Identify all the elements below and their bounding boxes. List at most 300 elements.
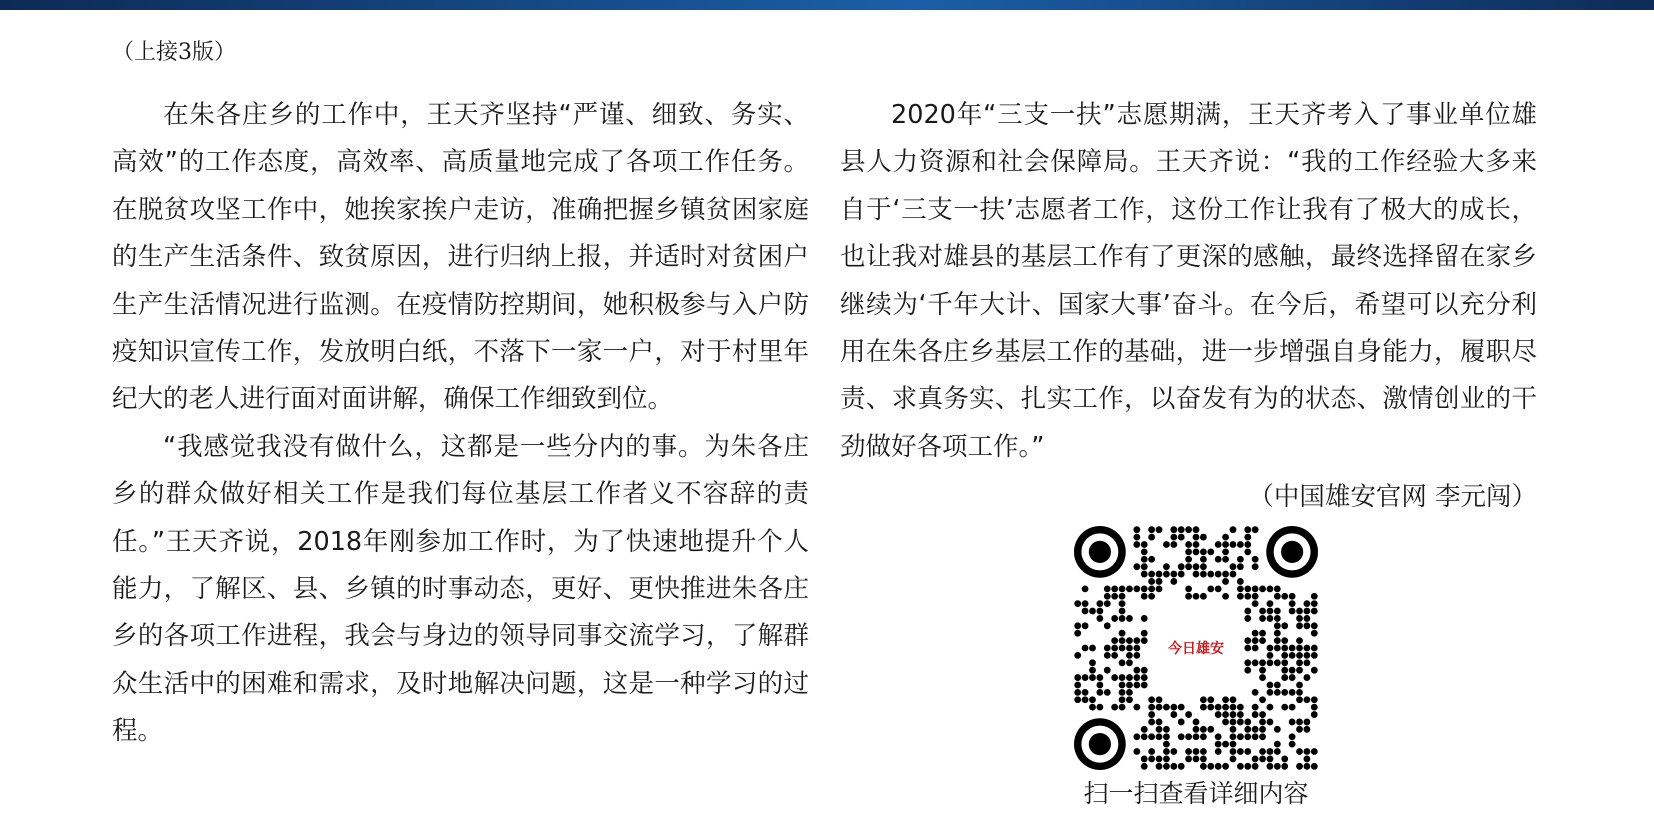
qr-dot (1119, 674, 1126, 681)
qr-dot (1141, 682, 1148, 689)
qr-dot (1082, 608, 1089, 615)
qr-dot (1163, 571, 1170, 578)
qr-dot (1230, 696, 1237, 703)
qr-dot (1237, 719, 1244, 726)
qr-dot (1082, 622, 1089, 629)
qr-dot (1141, 541, 1148, 548)
qr-dot (1259, 637, 1266, 644)
qr-dot (1274, 585, 1281, 592)
qr-dot (1259, 630, 1266, 637)
qr-dot (1252, 637, 1259, 644)
qr-dot (1148, 704, 1155, 711)
qr-dot (1222, 556, 1229, 563)
qr-dot (1267, 763, 1274, 770)
article-paragraph: 在朱各庄乡的工作中，王天齐坚持“严谨、细致、务实、高效”的工作态度，高效率、高质量地完成了各项工作任务。在脱贫攻坚工作中，她挨家挨户走访，准确把握乡镇贫困家庭的生产生活条件、致贫原因，进行归纳上报，并适时对贫困户生产生活情况进行监测。在疫情防控期间，她积极参与入户防疫知识宣传工作，发放明白纸，不落下一家一户，对于村里年纪大的老人进行面对面讲解，确保工作细致到位。 (112, 100, 809, 415)
qr-dot (1259, 696, 1266, 703)
qr-dot (1200, 593, 1207, 600)
qr-dot (1274, 741, 1281, 748)
qr-dot (1304, 719, 1311, 726)
qr-dot (1104, 652, 1111, 659)
qr-dot (1141, 726, 1148, 733)
qr-dot (1141, 571, 1148, 578)
qr-dot (1281, 637, 1288, 644)
qr-dot (1185, 593, 1192, 600)
qr-dot (1096, 615, 1103, 622)
qr-dot (1311, 763, 1318, 770)
qr-dot (1133, 748, 1140, 755)
qr-dot (1274, 726, 1281, 733)
qr-dot (1163, 541, 1170, 548)
qr-dot (1207, 704, 1214, 711)
qr-dot (1156, 704, 1163, 711)
qr-dot (1148, 711, 1155, 718)
qr-dot (1185, 548, 1192, 555)
qr-dot (1281, 659, 1288, 666)
qr-dot (1156, 578, 1163, 585)
qr-dot (1089, 696, 1096, 703)
qr-dot (1244, 659, 1251, 666)
qr-dot (1170, 526, 1177, 533)
qr-dot (1119, 608, 1126, 615)
qr-dot (1141, 630, 1148, 637)
qr-dot (1281, 593, 1288, 600)
qr-dot (1119, 704, 1126, 711)
qr-dot (1156, 756, 1163, 763)
qr-dot (1252, 659, 1259, 666)
qr-dot (1281, 674, 1288, 681)
qr-dot (1200, 756, 1207, 763)
qr-dot (1089, 704, 1096, 711)
qr-dot (1133, 674, 1140, 681)
qr-dot (1089, 667, 1096, 674)
qr-dot (1074, 622, 1081, 629)
qr-dot (1296, 645, 1303, 652)
qr-dot (1141, 593, 1148, 600)
qr-dot (1141, 548, 1148, 555)
qr-dot (1244, 719, 1251, 726)
qr-dot (1311, 667, 1318, 674)
qr-dot (1267, 600, 1274, 607)
qr-dot (1289, 741, 1296, 748)
qr-dot (1215, 711, 1222, 718)
qr-finder-ring (1089, 541, 1111, 563)
qr-dot (1163, 704, 1170, 711)
qr-dot (1104, 645, 1111, 652)
qr-dot (1230, 541, 1237, 548)
qr-dot (1207, 571, 1214, 578)
qr-dot (1200, 548, 1207, 555)
qr-dot (1156, 526, 1163, 533)
qr-dot (1252, 563, 1259, 570)
article-right-column (840, 92, 1537, 471)
qr-dot (1096, 674, 1103, 681)
qr-dot (1096, 608, 1103, 615)
qr-dot (1178, 719, 1185, 726)
qr-dot (1244, 541, 1251, 548)
qr-logo: 今日雄安 (1158, 610, 1234, 686)
qr-dot (1259, 756, 1266, 763)
qr-dot (1200, 763, 1207, 770)
qr-dot (1252, 556, 1259, 563)
qr-dot (1193, 719, 1200, 726)
qr-dot (1082, 585, 1089, 592)
qr-dot (1156, 726, 1163, 733)
qr-dot (1111, 645, 1118, 652)
qr-dot (1289, 704, 1296, 711)
qr-dot (1237, 763, 1244, 770)
qr-dot (1185, 748, 1192, 755)
qr-dot (1170, 704, 1177, 711)
qr-dot (1281, 756, 1288, 763)
qr-dot (1119, 645, 1126, 652)
qr-dot (1222, 696, 1229, 703)
qr-dot (1104, 689, 1111, 696)
qr-dot (1311, 608, 1318, 615)
qr-dot (1178, 571, 1185, 578)
qr-dot (1170, 534, 1177, 541)
qr-dot (1296, 659, 1303, 666)
qr-dot (1163, 763, 1170, 770)
article-left-column (112, 92, 809, 756)
qr-dot (1252, 756, 1259, 763)
qr-dot (1244, 748, 1251, 755)
qr-dot (1222, 711, 1229, 718)
qr-dot (1163, 563, 1170, 570)
qr-dot (1252, 585, 1259, 592)
qr-dot (1274, 608, 1281, 615)
qr-dot (1163, 741, 1170, 748)
qr-dot (1133, 704, 1140, 711)
qr-dot (1252, 593, 1259, 600)
qr-dot (1193, 534, 1200, 541)
qr-dot (1074, 682, 1081, 689)
qr-dot (1215, 541, 1222, 548)
qr-dot (1119, 630, 1126, 637)
qr-dot (1200, 733, 1207, 740)
qr-dot (1074, 674, 1081, 681)
qr-dot (1281, 689, 1288, 696)
qr-dot (1267, 682, 1274, 689)
qr-finder-ring (1281, 541, 1303, 563)
qr-dot (1252, 733, 1259, 740)
qr-dot (1215, 571, 1222, 578)
qr-dot (1267, 756, 1274, 763)
qr-dot (1296, 696, 1303, 703)
qr-dot (1170, 748, 1177, 755)
qr-dot (1252, 526, 1259, 533)
qr-dot (1096, 704, 1103, 711)
qr-dot (1141, 637, 1148, 644)
qr-dot (1252, 711, 1259, 718)
qr-dot (1170, 541, 1177, 548)
qr-dot (1244, 637, 1251, 644)
qr-dot (1148, 571, 1155, 578)
qr-dot (1274, 615, 1281, 622)
qr-dot (1222, 548, 1229, 555)
qr-dot (1148, 585, 1155, 592)
qr-dot (1230, 711, 1237, 718)
qr-dot (1222, 704, 1229, 711)
qr-dot (1200, 556, 1207, 563)
qr-dot (1289, 689, 1296, 696)
qr-dot (1296, 719, 1303, 726)
qr-dot (1126, 696, 1133, 703)
qr-dot (1230, 563, 1237, 570)
qr-dot (1178, 563, 1185, 570)
qr-dot (1178, 733, 1185, 740)
qr-dot (1215, 556, 1222, 563)
qr-dot (1230, 526, 1237, 533)
qr-dot (1289, 652, 1296, 659)
qr-dot (1289, 645, 1296, 652)
qr-dot (1252, 704, 1259, 711)
qr-dot (1193, 593, 1200, 600)
qr-dot (1244, 534, 1251, 541)
qr-dot (1304, 608, 1311, 615)
qr-dot (1104, 622, 1111, 629)
qr-dot (1222, 741, 1229, 748)
qr-dot (1281, 622, 1288, 629)
qr-dot (1089, 674, 1096, 681)
qr-dot (1148, 578, 1155, 585)
qr-dot (1156, 719, 1163, 726)
qr-dot (1244, 585, 1251, 592)
qr-dot (1170, 711, 1177, 718)
qr-dot (1215, 704, 1222, 711)
qr-dot (1178, 534, 1185, 541)
qr-dot (1215, 763, 1222, 770)
qr-dot (1163, 733, 1170, 740)
qr-dot (1237, 748, 1244, 755)
qr-dot (1230, 748, 1237, 755)
continued-from-label: （上接3版） (112, 40, 236, 65)
qr-dot (1267, 748, 1274, 755)
qr-dot (1141, 615, 1148, 622)
qr-dot (1089, 608, 1096, 615)
qr-dot (1141, 563, 1148, 570)
qr-dot (1126, 689, 1133, 696)
qr-dot (1311, 652, 1318, 659)
qr-dot (1163, 726, 1170, 733)
qr-dot (1296, 637, 1303, 644)
qr-dot (1281, 667, 1288, 674)
qr-dot (1119, 682, 1126, 689)
qr-dot (1296, 748, 1303, 755)
qr-dot (1156, 763, 1163, 770)
qr-dot (1193, 571, 1200, 578)
qr-dot (1281, 763, 1288, 770)
qr-dot (1104, 667, 1111, 674)
qr-dot (1119, 659, 1126, 666)
qr-dot (1200, 563, 1207, 570)
qr-dot (1111, 674, 1118, 681)
qr-dot (1259, 719, 1266, 726)
qr-dot (1259, 733, 1266, 740)
qr-dot (1274, 622, 1281, 629)
qr-dot (1170, 578, 1177, 585)
qr-dot (1119, 637, 1126, 644)
qr-dot (1267, 689, 1274, 696)
qr-dot (1119, 585, 1126, 592)
qr-dot (1274, 748, 1281, 755)
qr-dot (1111, 593, 1118, 600)
qr-dot (1252, 763, 1259, 770)
qr-dot (1267, 615, 1274, 622)
qr-dot (1133, 534, 1140, 541)
qr-dot (1193, 756, 1200, 763)
qr-dot (1252, 689, 1259, 696)
qr-dot (1193, 733, 1200, 740)
qr-dot (1126, 659, 1133, 666)
qr-dot (1119, 593, 1126, 600)
qr-dot (1267, 585, 1274, 592)
qr-dot (1163, 756, 1170, 763)
qr-dot (1259, 608, 1266, 615)
qr-dot (1296, 763, 1303, 770)
qr-dot (1274, 593, 1281, 600)
qr-dot (1148, 696, 1155, 703)
qr-dot (1133, 541, 1140, 548)
qr-dot (1281, 704, 1288, 711)
qr-dot (1311, 600, 1318, 607)
qr-dot (1237, 556, 1244, 563)
qr-dot (1133, 526, 1140, 533)
qr-dot (1304, 645, 1311, 652)
qr-dot (1252, 600, 1259, 607)
qr-dot (1074, 696, 1081, 703)
qr-dot (1304, 622, 1311, 629)
qr-dot (1111, 585, 1118, 592)
qr-dot (1148, 526, 1155, 533)
qr-dot (1185, 541, 1192, 548)
qr-dot (1304, 726, 1311, 733)
qr-dot (1304, 659, 1311, 666)
qr-dot (1148, 593, 1155, 600)
qr-dot (1289, 719, 1296, 726)
qr-dot (1148, 556, 1155, 563)
qr-dot (1222, 571, 1229, 578)
qr-dot (1156, 733, 1163, 740)
qr-dot (1133, 645, 1140, 652)
qr-dot (1185, 711, 1192, 718)
qr-dot (1252, 645, 1259, 652)
qr-dot (1304, 696, 1311, 703)
qr-dot (1126, 585, 1133, 592)
qr-dot (1074, 652, 1081, 659)
qr-dot (1259, 585, 1266, 592)
qr-dot (1311, 645, 1318, 652)
qr-dot (1104, 585, 1111, 592)
qr-dot (1296, 726, 1303, 733)
qr-dot (1185, 563, 1192, 570)
qr-dot (1193, 563, 1200, 570)
qr-dot (1133, 667, 1140, 674)
qr-dot (1111, 637, 1118, 644)
qr-dot (1289, 674, 1296, 681)
qr-dot (1156, 571, 1163, 578)
qr-dot (1089, 659, 1096, 666)
qr-dot (1126, 637, 1133, 644)
qr-dot (1296, 667, 1303, 674)
qr-dot (1215, 748, 1222, 755)
qr-dot (1185, 556, 1192, 563)
qr-dot (1222, 578, 1229, 585)
qr-dot (1244, 645, 1251, 652)
qr-dot (1178, 526, 1185, 533)
qr-code[interactable] (1074, 526, 1318, 770)
qr-dot (1111, 615, 1118, 622)
qr-dot (1244, 615, 1251, 622)
qr-dot (1207, 696, 1214, 703)
qr-dot (1133, 652, 1140, 659)
qr-dot (1200, 571, 1207, 578)
qr-dot (1082, 689, 1089, 696)
qr-dot (1200, 534, 1207, 541)
qr-dot (1244, 548, 1251, 555)
qr-dot (1193, 726, 1200, 733)
qr-dot (1274, 682, 1281, 689)
qr-dot (1259, 667, 1266, 674)
qr-dot (1193, 548, 1200, 555)
qr-dot (1237, 593, 1244, 600)
qr-dot (1267, 645, 1274, 652)
qr-dot (1141, 667, 1148, 674)
qr-dot (1274, 630, 1281, 637)
qr-dot (1156, 585, 1163, 592)
qr-dot (1311, 711, 1318, 718)
qr-dot (1237, 711, 1244, 718)
qr-dot (1259, 748, 1266, 755)
qr-dot (1237, 585, 1244, 592)
qr-dot (1200, 696, 1207, 703)
qr-dot (1274, 763, 1281, 770)
qr-dot (1126, 682, 1133, 689)
qr-caption: 扫一扫查看详细内容 (1083, 779, 1309, 808)
qr-dot (1170, 763, 1177, 770)
qr-dot (1156, 696, 1163, 703)
qr-dot (1252, 726, 1259, 733)
qr-dot (1311, 630, 1318, 637)
qr-dot (1082, 600, 1089, 607)
qr-dot (1133, 733, 1140, 740)
qr-dot (1304, 652, 1311, 659)
qr-dot (1141, 733, 1148, 740)
qr-dot (1185, 756, 1192, 763)
qr-dot (1311, 748, 1318, 755)
qr-dot (1148, 719, 1155, 726)
qr-dot (1200, 726, 1207, 733)
qr-dot (1193, 541, 1200, 548)
qr-dot (1230, 726, 1237, 733)
qr-dot (1200, 748, 1207, 755)
qr-dot (1170, 571, 1177, 578)
qr-dot (1148, 534, 1155, 541)
qr-dot (1104, 600, 1111, 607)
qr-dot (1163, 748, 1170, 755)
qr-dot (1304, 763, 1311, 770)
qr-dot (1267, 704, 1274, 711)
qr-dot (1126, 645, 1133, 652)
qr-dot (1193, 526, 1200, 533)
qr-dot (1304, 615, 1311, 622)
qr-dot (1304, 748, 1311, 755)
qr-dot (1296, 682, 1303, 689)
qr-dot (1311, 593, 1318, 600)
qr-dot (1267, 608, 1274, 615)
qr-dot (1311, 696, 1318, 703)
qr-dot (1296, 622, 1303, 629)
qr-dot (1207, 585, 1214, 592)
